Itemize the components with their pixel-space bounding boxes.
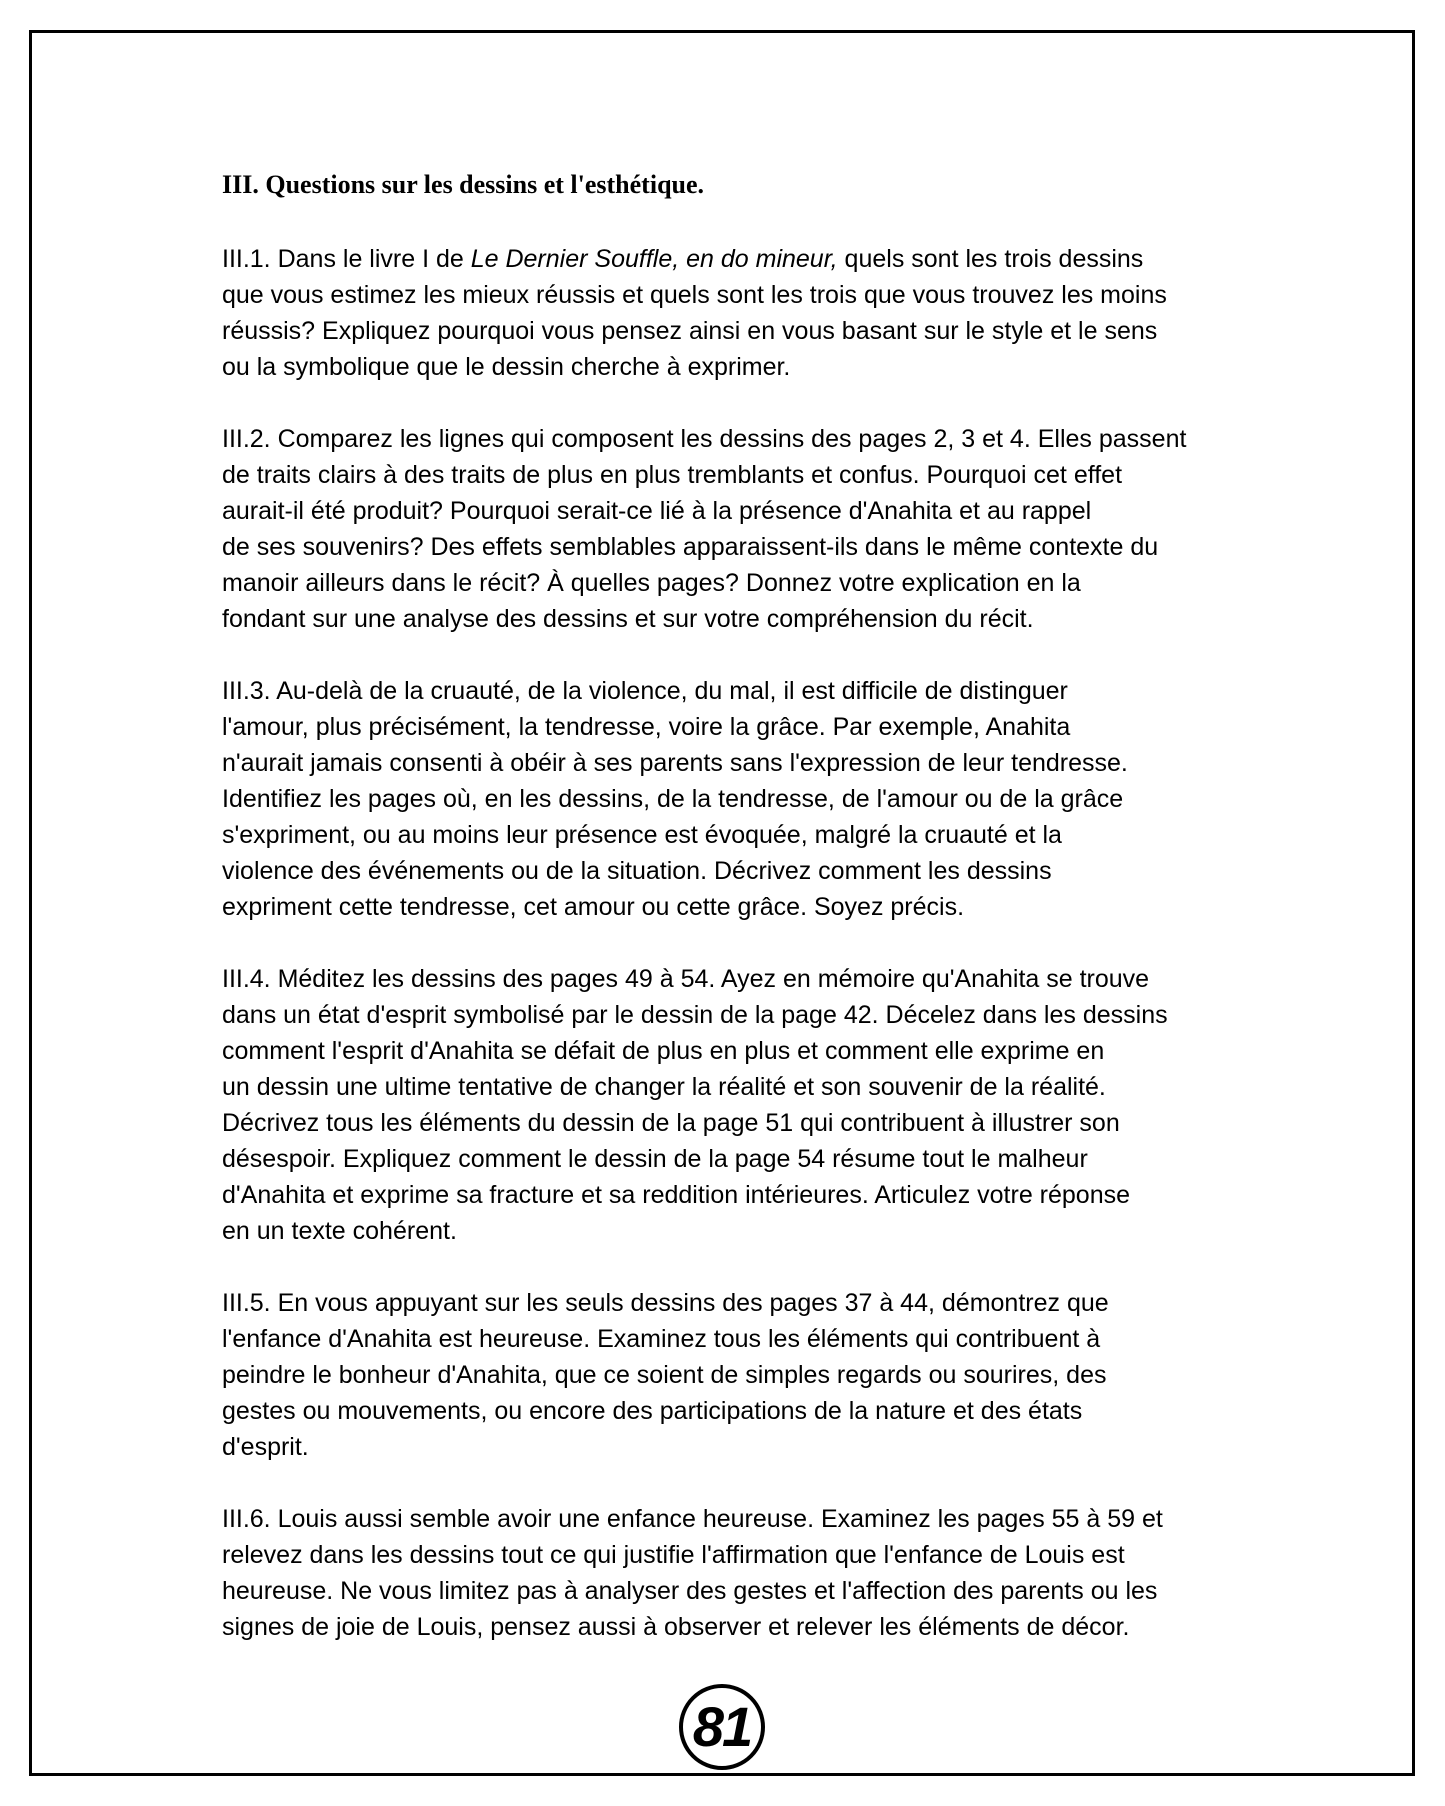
question-line: que vous estimez les mieux réussis et quels sont les trois que vous trouvez les moins: [222, 281, 1167, 309]
question-line: III.6. Louis aussi semble avoir une enfance heureuse. Examinez les pages 55 à 59 et: [222, 1505, 1163, 1533]
question-line: III.5. En vous appuyant sur les seuls dessins des pages 37 à 44, démontrez que: [222, 1289, 1109, 1317]
question-line: dans un état d'esprit symbolisé par le dessin de la page 42. Décelez dans les dessins: [222, 1001, 1168, 1029]
question-iii-4: [222, 961, 1362, 1249]
question-line: un dessin une ultime tentative de changer la réalité et son souvenir de la réalité.: [222, 1073, 1106, 1101]
question-line: peindre le bonheur d'Anahita, que ce soient de simples regards ou sourires, des: [222, 1361, 1107, 1389]
question-line: comment l'esprit d'Anahita se défait de plus en plus et comment elle exprime en: [222, 1037, 1105, 1065]
question-line: violence des événements ou de la situation. Décrivez comment les dessins: [222, 857, 1052, 885]
question-line: expriment cette tendresse, cet amour ou cette grâce. Soyez précis.: [222, 893, 965, 921]
book-title: Le Dernier Souffle, en do mineur,: [470, 245, 838, 273]
page-number: 81: [692, 1695, 752, 1758]
question-iii-5: [222, 1285, 1362, 1465]
question-iii-3: [222, 673, 1362, 925]
question-line: Décrivez tous les éléments du dessin de la page 51 qui contribuent à illustrer son: [222, 1109, 1120, 1137]
question-line: de ses souvenirs? Des effets semblables apparaissent-ils dans le même contexte du: [222, 533, 1159, 561]
question-line: aurait-il été produit? Pourquoi serait-ce lié à la présence d'Anahita et au rappel: [222, 497, 1092, 525]
section-heading: III. Questions sur les dessins et l'esthétique.: [222, 170, 705, 199]
question-line: ou la symbolique que le dessin cherche à exprimer.: [222, 353, 791, 381]
question-line: en un texte cohérent.: [222, 1217, 457, 1245]
question-line: l'amour, plus précisément, la tendresse, voire la grâce. Par exemple, Anahita: [222, 713, 1071, 741]
question-line: de traits clairs à des traits de plus en plus tremblants et confus. Pourquoi cet effet: [222, 461, 1123, 489]
question-text: III.1. Dans le livre I de: [222, 245, 471, 273]
question-line: désespoir. Expliquez comment le dessin de la page 54 résume tout le malheur: [222, 1145, 1088, 1173]
question-line: heureuse. Ne vous limitez pas à analyser des gestes et l'affection des parents ou les: [222, 1577, 1158, 1605]
question-text: quels sont les trois dessins: [837, 245, 1144, 273]
question-line: d'Anahita et exprime sa fracture et sa reddition intérieures. Articulez votre réponse: [222, 1181, 1131, 1209]
question-line: fondant sur une analyse des dessins et sur votre compréhension du récit.: [222, 605, 1034, 633]
question-line: III.2. Comparez les lignes qui composent les dessins des pages 2, 3 et 4. Elles passent: [222, 425, 1187, 453]
question-line: réussis? Expliquez pourquoi vous pensez ainsi en vous basant sur le style et le sens: [222, 317, 1158, 345]
page-number-badge: [679, 1684, 765, 1770]
question-line: III.4. Méditez les dessins des pages 49 à 54. Ayez en mémoire qu'Anahita se trouve: [222, 965, 1150, 993]
question-line: l'enfance d'Anahita est heureuse. Examinez tous les éléments qui contribuent à: [222, 1325, 1101, 1353]
question-line: d'esprit.: [222, 1433, 309, 1461]
question-line: Identifiez les pages où, en les dessins, de la tendresse, de l'amour ou de la grâce: [222, 785, 1124, 813]
question-iii-1: [222, 241, 1362, 385]
question-line: [222, 241, 1362, 277]
question-line: manoir ailleurs dans le récit? À quelles pages? Donnez votre explication en la: [222, 569, 1081, 597]
question-line: signes de joie de Louis, pensez aussi à observer et relever les éléments de décor.: [222, 1613, 1130, 1641]
question-line: relevez dans les dessins tout ce qui justifie l'affirmation que l'enfance de Louis est: [222, 1541, 1125, 1569]
question-iii-6: [222, 1501, 1362, 1645]
question-line: III.3. Au-delà de la cruauté, de la violence, du mal, il est difficile de distinguer: [222, 677, 1068, 705]
question-line: n'aurait jamais consenti à obéir à ses parents sans l'expression de leur tendresse.: [222, 749, 1128, 777]
question-line: gestes ou mouvements, ou encore des participations de la nature et des états: [222, 1397, 1083, 1425]
page-content: [222, 167, 1362, 1681]
question-line: s'expriment, ou au moins leur présence est évoquée, malgré la cruauté et la: [222, 821, 1062, 849]
question-iii-2: [222, 421, 1362, 637]
